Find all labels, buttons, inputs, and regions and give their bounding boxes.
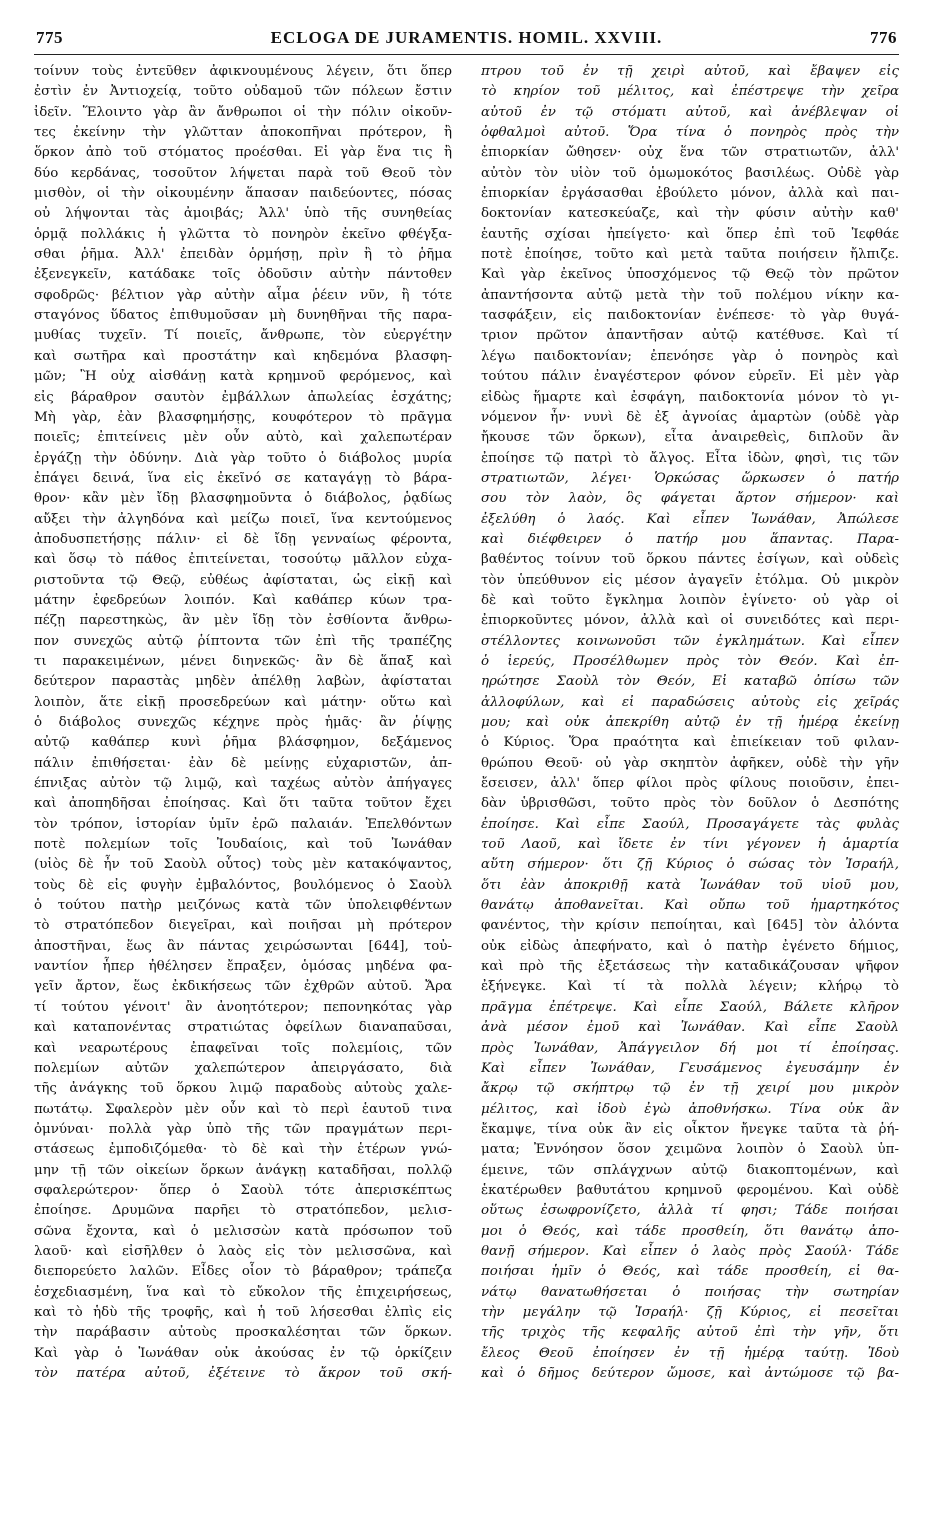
text-line: μῶν; Ἢ οὐχ αἰσθάνῃ κατὰ κρημνοῦ φερόμενος, καὶ xyxy=(34,369,452,385)
text-line: ἰδεῖν. Ἕλοιντο γὰρ ἂν ἄνθρωποι οἱ τὴν πόλιν οἰκοῦν- xyxy=(34,104,452,120)
text-line: ἀλλοφύλων, καὶ εἰ παραδώσεις αὐτοὺς εἰς χεῖράς xyxy=(481,694,899,710)
text-line: ἐσχεδιασμένη, ἵνα καὶ τὸ εὔκολον τῆς ἐπιχειρήσεως, xyxy=(34,1284,452,1300)
text-line: δύο κερδάνας, τοσοῦτον λήψεται παρὰ τοῦ Θεοῦ τὸν xyxy=(34,165,452,181)
right-column xyxy=(481,62,899,1514)
left-column xyxy=(34,62,452,1514)
text-line: στάσεως ἐμποδιζόμεθα· τὸ δὲ καὶ τὴν ἑτέρων γνώ- xyxy=(34,1142,452,1158)
text-line: λοιπὸν, ἅτε εἰκῇ προσεδρεύων καὶ μάτην· οὕτω καὶ xyxy=(34,694,452,710)
right-page-number: 776 xyxy=(870,28,897,47)
text-line: οὐ λήψονται τὰς ἀμοιβάς; Ἀλλ' ὑπὸ τῆς συνηθείας xyxy=(34,206,452,222)
text-line: εἰδὼς ἥμαρτε καὶ ἐσφάγη, παιδοκτονία μόνον τὸ γι- xyxy=(481,389,899,405)
text-line: πωτάτῳ. Σφαλερὸν μὲν οὖν καὶ τὸ περὶ ἑαυτοῦ τινα xyxy=(34,1101,452,1117)
text-line: στέλλοντες κοινωνοῦσι τῶν ἐγκλημάτων. Καὶ εἶπεν xyxy=(481,633,899,649)
text-line: τὸν ὑπεύθυνον εἰς μέσον ἀγαγεῖν ἐτόλμα. Οὐ μικρὸν xyxy=(481,572,899,588)
text-line: θανῇ σήμερον. Καὶ εἶπεν ὁ λαὸς πρὸς Σαούλ· Τάδε xyxy=(481,1243,899,1259)
text-line: ποτὲ πολεμίων τοῖς Ἰουδαίοις, καὶ τοῦ Ἰωνάθαν xyxy=(34,837,452,853)
text-line: τὸν τρόπον, ἱστορίαν ὑμῖν ἐρῶ παλαιάν. Ἐπελθόντων xyxy=(34,816,452,832)
text-line: ὅτι ἐὰν ἀποκριθῇ κατὰ Ἰωνάθαν τοῦ υἱοῦ μου, xyxy=(481,877,899,893)
text-line: ἀνὰ μέσον ἐμοῦ καὶ Ἰωνάθαν. Καὶ εἶπε Σαοὺλ xyxy=(481,1020,899,1036)
text-line: καὶ ἀποπηδῆσαι ἐποίησας. Καὶ ὅτι ταῦτα τοῦτον ἔχει xyxy=(34,796,452,812)
text-line: αὐτοῦ ἐν τῷ στόματι αὐτοῦ, καὶ ἀνέβλεψαν οἱ xyxy=(481,104,899,120)
text-line: τί τούτου γένοιτ' ἂν ἀνοητότερον; πεπονηκότας γὰρ xyxy=(34,999,452,1015)
text-line: σου τὸν λαὸν, ὃς φάγεται ἄρτον σήμερον· καὶ xyxy=(481,491,899,507)
text-line: πάλιν ἐπιθήσεται· ἐὰν δὲ μείνῃς εὐχαριστῶν, ἀπ- xyxy=(34,755,452,771)
text-line: μάτην ἐφεδρεύων λοιπόν. Καὶ καθάπερ κύων τρα- xyxy=(34,592,452,608)
text-line: οὐκ εἰδὼς ἀπεφήνατο, καὶ ὁ πατὴρ ἐγένετο δήμιος, xyxy=(481,938,899,954)
text-line: Καὶ γὰρ ὁ Ἰωνάθαν οὐκ ἀκούσας ἐν τῷ ὁρκίζειν xyxy=(34,1345,452,1361)
text-line: καὶ καταπονέντας στρατιώτας ὀφείλων διαναπαῦσαι, xyxy=(34,1020,452,1036)
text-line: καὶ σωτῆρα καὶ προστάτην καὶ κηδεμόνα βλασφη- xyxy=(34,348,452,364)
text-line: ὁρμᾷ πολλάκις ἡ γλῶττα τὸ πονηρὸν ἐκεῖνο φθέγξα- xyxy=(34,226,452,242)
text-line: αὔξει τὴν ἀλγηδόνα καὶ μείζω ποιεῖ, ἵνα κεντούμενος xyxy=(34,511,452,527)
scanned-page xyxy=(34,28,899,1518)
text-line: ἔλεος Θεοῦ ἐποίησεν ἐν τῇ ἡμέρᾳ ταύτῃ. Ἰδοὺ xyxy=(481,1345,899,1361)
text-line: οὕτως ἐσωφρονίζετο, ἀλλὰ τί φησι; Τάδε ποιήσαι xyxy=(481,1203,899,1219)
text-line: τὸ κηρίον τοῦ μέλιτος, καὶ ἐπέστρεψε τὴν χεῖρα xyxy=(481,84,899,100)
text-line: ἐποίησε. Καὶ εἶπε Σαούλ, Προσαγάγετε τὰς φυλὰς xyxy=(481,816,899,832)
text-line: πέζῃ παρεστηκὼς, ἂν μὲν ἴδῃ τὸν ἐσθίοντα ἄνθρω- xyxy=(34,613,452,629)
text-line: ἑκατέρωθεν βαθυτάτου κρημνοῦ φερομένου. Καὶ οὐδὲ xyxy=(481,1182,899,1198)
text-line: τι παρακειμένων, μένει διηνεκῶς· ἂν δὲ ἅπαξ καὶ xyxy=(34,653,452,669)
text-line: ὁ Κύριος. Ὅρα πραότητα καὶ ἐπιείκειαν τοῦ φιλαν- xyxy=(481,735,899,751)
text-line: εἰς βάραθρον σαυτὸν ἐμβάλλων ἀπωλείας ἐσχάτης; xyxy=(34,389,452,405)
left-page-number: 775 xyxy=(36,28,63,47)
text-line: λέγω παιδοκτονίαν; ἐπενόησε γὰρ ὁ πονηρὸς καὶ xyxy=(481,348,899,364)
text-line: πρᾶγμα ἐπέτρεψε. Καὶ εἶπε Σαούλ, Βάλετε κλῆρον xyxy=(481,999,899,1015)
text-columns xyxy=(34,62,899,1514)
text-line: μέλιτος, καὶ ἰδοὺ ἐγὼ ἀποθνήσκω. Τίνα οὐκ ἂν xyxy=(481,1101,899,1117)
text-line: ὀφθαλμοὶ αὐτοῦ. Ὅρα τίνα ὁ πονηρὸς πρὸς τὴν xyxy=(481,125,899,141)
text-line: μυθίας τυχεῖν. Τί ποιεῖς, ἄνθρωπε, τὸν εὐεργέτην xyxy=(34,328,452,344)
text-line: αὐτῷ καθάπερ κυνὶ ῥῆμα βλάσφημον, δεξάμενος xyxy=(34,735,452,751)
text-line: στρατιωτῶν, λέγει· Ὁρκώσας ὥρκωσεν ὁ πατήρ xyxy=(481,470,899,486)
text-line: τριον πρῶτον ἀπαντῆσαν αὐτῷ κατέθυσε. Καὶ τί xyxy=(481,328,899,344)
text-line: τες ἐκείνην τὴν γλῶτταν ἀποκοπῆναι πρότερον, ἢ xyxy=(34,125,452,141)
text-line: ἄκρῳ τῷ σκήπτρῳ τῷ ἐν τῇ χειρί μου μικρὸν xyxy=(481,1081,899,1097)
text-line: σφοδρῶς· βέλτιον γὰρ αὐτὴν αἷμα ῥέειν νῦν, ἢ τότε xyxy=(34,287,452,303)
text-line: πτρου τοῦ ἐν τῇ χειρὶ αὐτοῦ, καὶ ἔβαψεν εἰς xyxy=(481,64,899,79)
text-line: νάτῳ θανατωθήσεται ὁ ποιήσας τὴν σωτηρίαν xyxy=(481,1284,899,1300)
text-line: σφαλερώτερον· ὅπερ ὁ Σαοὺλ τότε ἀπερισκέπτως xyxy=(34,1182,452,1198)
text-line: τούτου πάλιν ἐναγέστερον φόνον εὑρεῖν. Εἰ μὲν γὰρ xyxy=(481,369,899,385)
text-line: μην τῇ τῶν οἰκείων ὅρκων ἀνάγκῃ καταδῆσαι, πολλῷ xyxy=(34,1162,452,1178)
text-line: μου; καὶ οὐκ ἀπεκρίθη αὐτῷ ἐν τῇ ἡμέρᾳ ἐκείνῃ xyxy=(481,715,899,730)
text-line: ἔσεισεν, ἀλλ' ὅπερ φίλοι πρὸς φίλους ποιοῦσιν, ἐπει- xyxy=(481,776,899,792)
text-line: ποιήσαι ἡμῖν ὁ Θεός, καὶ τάδε προσθείη, εἰ θα- xyxy=(481,1264,899,1280)
text-line: ἔκαμψε, τίνα οὐκ ἂν εἰς οἶκτον ἤνεγκε ταῦτα τὰ ῥή- xyxy=(481,1121,899,1137)
text-line: ματα; Ἐννόησον ὅσον χειμῶνα λοιπὸν ὁ Σαοὺλ ὑπ- xyxy=(481,1142,899,1158)
text-line: ἐπιορκίαν ὤθησεν· οὐχ ἕνα τῶν στρατιωτῶν, ἀλλ' xyxy=(481,145,899,161)
text-line: καὶ ὁ δῆμος δεύτερον ὤμοσε, καὶ ἀντώμοσε τῷ βα- xyxy=(481,1366,899,1381)
text-line: πολεμίων αὐτῶν χαλεπώτερον ἀπειργάσατο, διὰ xyxy=(34,1060,452,1076)
text-line: καὶ πρὸ τῆς ἐξετάσεως τὴν καταδικάζουσαν ψῆφον xyxy=(481,959,899,975)
text-line: πον συνεχῶς αὐτῷ ῥίπτοντα τῶν ἐπὶ τῆς τραπέζης xyxy=(34,633,452,649)
text-line: ὀμνύναι· πολλὰ γὰρ ὑπὸ τῆς τῶν πραγμάτων περι- xyxy=(34,1121,452,1137)
text-line: Καὶ γὰρ ἐκεῖνος ὑποσχόμενος τῷ Θεῷ τὸν πρῶτον xyxy=(481,267,899,283)
text-line: τοὺς δὲ εἰς φυγὴν ἐμβαλόντος, βουλόμενος ὁ Σαοὺλ xyxy=(34,877,452,893)
text-line: τοῦ Λαοῦ, καὶ ἴδετε ἐν τίνι γέγονεν ἡ ἁμαρτία xyxy=(481,837,899,853)
running-title: ECLOGA DE JURAMENTIS. HOMIL. XXVIII. xyxy=(270,28,663,47)
text-line: νόμενον ἦν· νυνὶ δὲ ἐξ ἀγνοίας ἁμαρτὼν (οὐδὲ γὰρ xyxy=(481,409,899,425)
text-line: καὶ τὸ ἡδὺ τῆς τροφῆς, καὶ ἡ τοῦ λήσεσθαι ἐλπὶς εἰς xyxy=(34,1304,452,1320)
text-line: ἐποίησε τῷ πατρὶ τὸ ἄλγος. Εἶτα ἰδὼν, φησὶ, τις τῶν xyxy=(481,450,899,466)
text-line: τὴν παράβασιν αὐτοὺς προσκαλέσηται τῶν ὅρκων. xyxy=(34,1325,452,1341)
text-line: ἑαυτῆς σχίσαι ἠπείγετο· καὶ ὅπερ ἐπὶ τοῦ Ἰεφθάε xyxy=(481,226,899,242)
text-line: ὅρκον ἀπὸ τοῦ στόματος προέσθαι. Εἰ γὰρ ἕνα τις ἢ xyxy=(34,145,452,161)
text-line: ἐποίησε. Δρυμῶνα παρῆει τὸ στρατόπεδον, μελισ- xyxy=(34,1203,452,1219)
text-line: σταγόνος ὕδατος ἐπιθυμοῦσαν μὴ δυνηθῆναι τῆς παρα- xyxy=(34,308,452,324)
text-line: Καὶ εἶπεν Ἰωνάθαν, Γευσάμενος ἐγευσάμην ἐν xyxy=(481,1060,899,1076)
text-line: γεῖν ἄρτον, ἕως ἐκδικήσεως τῶν ἐχθρῶν αὐτοῦ. Ἄρα xyxy=(34,979,452,995)
text-line: ἀποστῆναι, ἕως ἂν πάντας χειρώσωνται [644], τοὐ- xyxy=(34,938,452,954)
text-line: τοίνυν τοὺς ἐντεῦθεν ἀφικνουμένους λέγειν, ὅτι ὅπερ xyxy=(34,64,452,79)
page-header xyxy=(34,28,899,55)
text-line: δεύτερον παραστὰς μηδὲν ἀπέλθῃ λαβὼν, ἀφίσταται xyxy=(34,674,452,690)
text-line: ὁ τούτου πατὴρ μειζόνως κατὰ τῶν ὑπολειφθέντων xyxy=(34,898,452,914)
text-line: καὶ νεαρωτέρους ἐπαφεῖναι τοῖς πολεμίοις, τῶν xyxy=(34,1040,452,1056)
text-line: έμεινε, τῶν σπλάγχνων αὐτῷ διακοπτομένων, καὶ xyxy=(481,1162,899,1178)
text-line: ἤκουσε τῶν ὅρκων), εἶτα ἀναιρεθεὶς, διπλοῦν ἂν xyxy=(481,430,899,446)
text-line: αὐτὸν τὸν υἱὸν τοῦ ὁμωμοκότος βασιλέως. Οὐδὲ γὰρ xyxy=(481,165,899,181)
text-line: δὰν ὑβρισθῶσι, τοῦτο πρὸς τὸν δοῦλον ὁ Δεσπότης xyxy=(481,796,899,812)
text-line: φανέντος, τὴν κρίσιν πεποίηται, καὶ [645] τὸν ἀλόντα xyxy=(481,918,899,934)
text-line: (υἱὸς δὲ ἦν τοῦ Σαοὺλ οὗτος) τοὺς μὲν κατακόψαντος, xyxy=(34,857,452,873)
text-line: ἐξήνεγκε. Καὶ τί τὰ πολλὰ λέγειν; κλήρῳ τὸ xyxy=(481,979,899,995)
text-line: έπνιξας αὐτὸν τῷ λιμῷ, καὶ ταχέως αὐτὸν ἀπήγαγες xyxy=(34,776,452,792)
text-line: πρὸς Ἰωνάθαν, Ἀπάγγειλον δή μοι τί ἐποίησας. xyxy=(481,1040,899,1056)
text-line: τὸν πατέρα αὐτοῦ, ἐξέτεινε τὸ ἄκρον τοῦ σκή- xyxy=(34,1366,452,1381)
text-line: διεπορεύετο λαλῶν. Εἶδες οἷον τὸ βάραθρον; τράπεζα xyxy=(34,1264,452,1280)
text-line: τὴν μεγάλην τῷ Ἰσραήλ· ζῇ Κύριος, εἰ πεσεῖται xyxy=(481,1304,899,1320)
text-line: ναντίον ἧπερ ἠθέλησεν ἔπραξεν, ὁμόσας μηδένα φα- xyxy=(34,959,452,975)
text-line: τὸ στρατόπεδον διεγεῖραι, καὶ ποιῆσαι μὴ πρότερον xyxy=(34,918,452,934)
text-line: ἐξενεγκεῖν, κατάδακε τοῖς ὀδοῦσιν αὐτὴν πάντοθεν xyxy=(34,267,452,283)
text-line: ἐπιορκοῦντες μόνον, ἀλλὰ καὶ οἱ συνειδότες καὶ περι- xyxy=(481,613,899,629)
text-line: βαθέντος τοίνυν τοῦ ὅρκου πάντες ἐσίγων, καὶ οὐδεὶς xyxy=(481,552,899,568)
text-line: ποτὲ ἐποίησε, τοῦτο καὶ μετὰ ταῦτα ποιήσειν ἤλπιζε. xyxy=(481,247,899,263)
text-line: ἐπάγει δεινά, ἵνα εἰς ἐκεῖνό σε καταγάγῃ τὸ βάρα- xyxy=(34,470,452,486)
text-line: θρώπου Θεοῦ· οὐ γὰρ σκηπτὸν ἀφῆκεν, οὐδὲ τὴν γῆν xyxy=(481,755,899,771)
text-line: τῆς τριχὸς τῆς κεφαλῆς αὐτοῦ ἐπὶ τὴν γῆν, ὅτι xyxy=(481,1325,899,1341)
text-line: ηρώτησε Σαοὺλ τὸν Θεόν, Εἰ καταβῶ ὀπίσω τῶν xyxy=(481,674,899,690)
text-line: σθαι ῥῆμα. Ἀλλ' ἐπειδὰν ὁρμήσῃ, πρὶν ἢ τὸ ῥῆμα xyxy=(34,247,452,263)
text-line: ἐργάζῃ τὴν ὀδύνην. Διὰ γὰρ τοῦτο ὁ διάβολος μυρία xyxy=(34,450,452,466)
text-line: ὁ ἱερεύς, Προσέλθωμεν πρὸς τὸν Θεόν. Καὶ ἐπ- xyxy=(481,653,899,669)
text-line: δὲ καὶ τοῦτο ἔγκλημα λοιπὸν ἐγίνετο· οὐ γὰρ οἱ xyxy=(481,592,899,608)
text-line: ἐπιορκίαν ἐργάσασθαι ἐβούλετο μόνον, ἀλλὰ καὶ παι- xyxy=(481,186,899,202)
text-line: τασφάξειν, εἰς παιδοκτονίαν ἐνέπεσε· τὸ γὰρ θυγά- xyxy=(481,308,899,324)
text-line: καὶ ὅσῳ τὸ πάθος ἐπιτείνεται, τοσούτῳ μᾶλλον εὐχα- xyxy=(34,552,452,568)
text-line: θρον· κἂν μὲν ἴδῃ βλασφημοῦντα ὁ διάβολος, ῥᾳδίως xyxy=(34,491,452,507)
text-line: δοκτονίαν κατεσκεύαζε, καὶ τὴν φύσιν αὐτὴν καθ' xyxy=(481,206,899,222)
text-line: μισθὸν, οἱ τὴν οἰκουμένην ἅπασαν παιδεύοντες, πόσας xyxy=(34,186,452,202)
text-line: καὶ διέφθειρεν ὁ πατήρ μου ἅπαντας. Παρα- xyxy=(481,531,899,547)
text-line: σῶνα ἔχοντα, καὶ ὁ μελισσὼν κατὰ πρόσωπον τοῦ xyxy=(34,1223,452,1239)
text-line: ριστοῦντα τῷ Θεῷ, εὐθέως ἀφίσταται, ὡς εἰκῇ καὶ xyxy=(34,572,452,588)
text-line: αὕτη σήμερον· ὅτι ζῇ Κύριος ὁ σώσας τὸν Ἰσραήλ, xyxy=(481,857,899,873)
text-line: ποιεῖς; ἐπιτείνεις μὲν οὖν αὐτὸ, καὶ χαλεπωτέραν xyxy=(34,430,452,446)
text-line: ἐστὶν ἐν Ἀντιοχείᾳ, τοῦτο οὐδαμοῦ τῶν πόλεων ἔστιν xyxy=(34,84,452,100)
text-line: τῆς ἀνάγκης τοῦ ὅρκου λιμῷ παραδοὺς αὐτοὺς χαλε- xyxy=(34,1081,452,1097)
text-line: ἀπαντήσοντα αὐτῷ μετὰ τὴν τοῦ πολέμου νίκην κα- xyxy=(481,287,899,303)
text-line: ὁ διάβολος συνεχῶς κέχηνε πρὸς ἡμᾶς· ἂν ῥίψῃς xyxy=(34,715,452,730)
text-line: λαοῦ· καὶ εἰσῆλθεν ὁ λαὸς εἰς τὸν μελισσῶνα, καὶ xyxy=(34,1243,452,1259)
text-line: θανάτῳ ἀποθανεῖται. Καὶ οὔπω τοῦ ἡμαρτηκότος xyxy=(481,898,899,914)
text-line: Μὴ γὰρ, ἐὰν βλασφημήσῃς, κουφότερον τὸ πρᾶγμα xyxy=(34,409,452,425)
text-line: ἀποδυσπετήσῃς πάλιν· εἰ δὲ ἴδῃ γενναίως φέροντα, xyxy=(34,531,452,547)
text-line: ἐξελύθη ὁ λαός. Καὶ εἶπεν Ἰωνάθαν, Ἀπώλεσε xyxy=(481,511,899,527)
text-line: μοι ὁ Θεός, καὶ τάδε προσθείη, ὅτι θανάτῳ ἀπο- xyxy=(481,1223,899,1239)
